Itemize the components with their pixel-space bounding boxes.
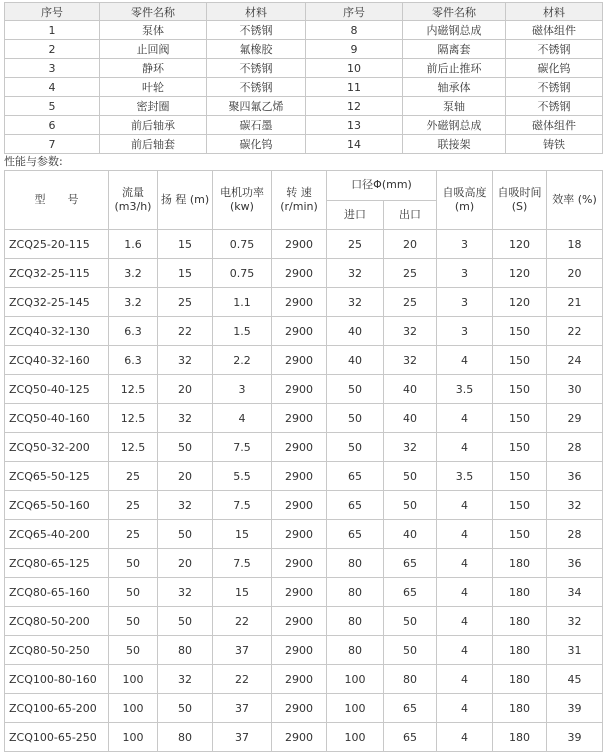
model-cell: ZCQ80-65-160 (5, 578, 109, 607)
model-cell: ZCQ25-20-115 (5, 230, 109, 259)
parts-header-cell: 序号 (5, 3, 100, 21)
table-row (5, 116, 603, 135)
table-cell: 前后轴承 (100, 116, 207, 135)
header-speed (272, 171, 327, 230)
table-cell: 20 (158, 375, 213, 404)
table-cell: 4 (437, 723, 493, 752)
table-cell: 50 (109, 607, 158, 636)
table-cell: 20 (384, 230, 437, 259)
table-cell: 30 (547, 375, 603, 404)
header-suction-height (437, 171, 493, 230)
table-cell: 4 (437, 636, 493, 665)
table-cell: 120 (493, 230, 547, 259)
table-cell: 180 (493, 549, 547, 578)
table-cell: 150 (493, 346, 547, 375)
table-cell: 32 (547, 491, 603, 520)
table-cell: 100 (327, 694, 384, 723)
table-cell: 6.3 (109, 346, 158, 375)
table-cell: 32 (158, 578, 213, 607)
table-cell: 25 (109, 491, 158, 520)
table-cell: 32 (384, 317, 437, 346)
table-cell: 80 (327, 549, 384, 578)
header-power-label: 电机功率 (220, 186, 264, 199)
table-row (5, 433, 603, 462)
table-cell: 15 (158, 230, 213, 259)
header-power-unit: (kw) (230, 200, 254, 213)
header-efficiency: 效率 (%) (547, 171, 603, 230)
table-cell: 50 (327, 404, 384, 433)
table-cell: 25 (327, 230, 384, 259)
table-cell: 45 (547, 665, 603, 694)
table-cell: 29 (547, 404, 603, 433)
table-cell: 50 (327, 375, 384, 404)
table-cell: 80 (327, 636, 384, 665)
table-cell: 32 (384, 433, 437, 462)
table-cell: 4 (213, 404, 272, 433)
table-cell: 150 (493, 433, 547, 462)
table-cell: 80 (384, 665, 437, 694)
table-cell: 50 (384, 607, 437, 636)
table-cell: 50 (158, 694, 213, 723)
table-cell: 泵体 (100, 21, 207, 40)
model-cell: ZCQ32-25-115 (5, 259, 109, 288)
header-inlet: 进口 (327, 200, 384, 230)
table-row (5, 665, 603, 694)
table-cell: 12.5 (109, 404, 158, 433)
table-cell: 前后轴套 (100, 135, 207, 154)
table-cell: 22 (158, 317, 213, 346)
table-cell: 18 (547, 230, 603, 259)
table-cell: 180 (493, 578, 547, 607)
table-cell: 40 (384, 520, 437, 549)
table-cell: 50 (158, 433, 213, 462)
parts-header-cell: 材料 (506, 3, 603, 21)
table-cell: 10 (306, 59, 403, 78)
header-flow-unit: (m3/h) (114, 200, 152, 213)
parts-header-cell: 零件名称 (403, 3, 506, 21)
table-cell: 3.2 (109, 288, 158, 317)
table-cell: 2900 (272, 404, 327, 433)
table-row (5, 491, 603, 520)
table-cell: 9 (306, 40, 403, 59)
table-cell: 4 (437, 346, 493, 375)
table-cell: 14 (306, 135, 403, 154)
model-cell: ZCQ65-50-125 (5, 462, 109, 491)
table-cell: 3.5 (437, 462, 493, 491)
table-cell: 磁体组件 (506, 21, 603, 40)
table-cell: 50 (384, 491, 437, 520)
model-cell: ZCQ50-32-200 (5, 433, 109, 462)
table-cell: 2.2 (213, 346, 272, 375)
table-row (5, 404, 603, 433)
table-cell: 100 (109, 723, 158, 752)
table-cell: 150 (493, 375, 547, 404)
table-cell: 80 (327, 607, 384, 636)
table-cell: 32 (158, 491, 213, 520)
table-cell: 120 (493, 259, 547, 288)
table-cell: 15 (213, 520, 272, 549)
model-cell: ZCQ100-65-200 (5, 694, 109, 723)
table-cell: 22 (213, 665, 272, 694)
model-cell: ZCQ80-50-200 (5, 607, 109, 636)
table-cell: 4 (5, 78, 100, 97)
table-cell: 止回阀 (100, 40, 207, 59)
table-cell: 150 (493, 462, 547, 491)
table-cell: 氟橡胶 (207, 40, 306, 59)
table-cell: 150 (493, 491, 547, 520)
table-cell: 32 (327, 259, 384, 288)
table-row (5, 578, 603, 607)
model-cell: ZCQ80-50-250 (5, 636, 109, 665)
model-cell: ZCQ50-40-125 (5, 375, 109, 404)
table-cell: 50 (109, 636, 158, 665)
table-cell: 25 (384, 259, 437, 288)
table-cell: 4 (437, 433, 493, 462)
table-cell: 12.5 (109, 433, 158, 462)
table-cell: 65 (384, 578, 437, 607)
table-cell: 静环 (100, 59, 207, 78)
header-head: 扬 程 (m) (158, 171, 213, 230)
table-cell: 内磁钢总成 (403, 21, 506, 40)
table-cell: 40 (384, 375, 437, 404)
table-cell: 1.1 (213, 288, 272, 317)
table-row (5, 288, 603, 317)
table-cell: 叶轮 (100, 78, 207, 97)
table-cell: 3.2 (109, 259, 158, 288)
table-cell: 24 (547, 346, 603, 375)
table-row (5, 230, 603, 259)
table-cell: 180 (493, 607, 547, 636)
table-row (5, 59, 603, 78)
table-cell: 铸铁 (506, 135, 603, 154)
table-cell: 37 (213, 723, 272, 752)
table-cell: 4 (437, 607, 493, 636)
table-cell: 7.5 (213, 491, 272, 520)
table-cell: 0.75 (213, 230, 272, 259)
table-cell: 13 (306, 116, 403, 135)
header-speed-unit: (r/min) (280, 200, 318, 213)
table-cell: 不锈钢 (207, 59, 306, 78)
table-cell: 37 (213, 694, 272, 723)
model-cell: ZCQ80-65-125 (5, 549, 109, 578)
table-cell: 50 (109, 578, 158, 607)
header-outlet: 出口 (384, 200, 437, 230)
table-cell: 25 (384, 288, 437, 317)
table-cell: 不锈钢 (506, 97, 603, 116)
table-cell: 50 (109, 549, 158, 578)
table-cell: 6 (5, 116, 100, 135)
table-cell: 7.5 (213, 549, 272, 578)
table-cell: 39 (547, 694, 603, 723)
table-cell: 150 (493, 520, 547, 549)
table-cell: 2900 (272, 491, 327, 520)
parts-header-cell: 材料 (207, 3, 306, 21)
header-suction-time (493, 171, 547, 230)
table-cell: 碳石墨 (207, 116, 306, 135)
performance-label: 性能与参数: (4, 155, 63, 168)
table-cell: 外磁钢总成 (403, 116, 506, 135)
model-cell: ZCQ40-32-160 (5, 346, 109, 375)
table-cell: 碳化钨 (506, 59, 603, 78)
table-cell: 65 (384, 694, 437, 723)
table-cell: 31 (547, 636, 603, 665)
table-cell: 180 (493, 665, 547, 694)
table-cell: 8 (306, 21, 403, 40)
table-cell: 2900 (272, 607, 327, 636)
table-cell: 180 (493, 636, 547, 665)
table-cell: 65 (327, 491, 384, 520)
table-cell: 2900 (272, 636, 327, 665)
table-cell: 2900 (272, 520, 327, 549)
table-cell: 12 (306, 97, 403, 116)
table-row (5, 78, 603, 97)
table-cell: 3.5 (437, 375, 493, 404)
table-row (5, 259, 603, 288)
table-cell: 1.6 (109, 230, 158, 259)
header-suction-height-label: 自吸高度 (442, 186, 487, 199)
table-cell: 3 (437, 317, 493, 346)
table-cell: 20 (547, 259, 603, 288)
parts-header-row (5, 3, 603, 21)
table-cell: 前后止推环 (403, 59, 506, 78)
table-cell: 不锈钢 (207, 21, 306, 40)
table-row (5, 549, 603, 578)
table-cell: 28 (547, 520, 603, 549)
table-row (5, 97, 603, 116)
table-cell: 碳化钨 (207, 135, 306, 154)
table-cell: 2900 (272, 230, 327, 259)
table-cell: 20 (158, 549, 213, 578)
table-row (5, 375, 603, 404)
table-cell: 32 (547, 607, 603, 636)
table-cell: 12.5 (109, 375, 158, 404)
table-cell: 50 (158, 520, 213, 549)
table-cell: 2900 (272, 549, 327, 578)
table-cell: 0.75 (213, 259, 272, 288)
table-cell: 6.3 (109, 317, 158, 346)
table-cell: 50 (327, 433, 384, 462)
table-cell: 34 (547, 578, 603, 607)
table-cell: 4 (437, 694, 493, 723)
table-cell: 4 (437, 578, 493, 607)
table-row (5, 21, 603, 40)
model-cell: ZCQ65-50-160 (5, 491, 109, 520)
table-cell: 32 (384, 346, 437, 375)
perf-header-row (5, 171, 603, 201)
model-cell: ZCQ50-40-160 (5, 404, 109, 433)
table-row (5, 607, 603, 636)
table-cell: 180 (493, 723, 547, 752)
table-cell: 1.5 (213, 317, 272, 346)
table-cell: 2900 (272, 694, 327, 723)
header-power (213, 171, 272, 230)
table-cell: 120 (493, 288, 547, 317)
table-cell: 20 (158, 462, 213, 491)
table-cell: 80 (327, 578, 384, 607)
model-cell: ZCQ40-32-130 (5, 317, 109, 346)
header-speed-label: 转 速 (286, 186, 312, 199)
table-cell: 4 (437, 520, 493, 549)
table-cell: 80 (158, 723, 213, 752)
table-cell: 150 (493, 404, 547, 433)
table-cell: 3 (5, 59, 100, 78)
table-cell: 2 (5, 40, 100, 59)
parts-header-cell: 零件名称 (100, 3, 207, 21)
table-cell: 7 (5, 135, 100, 154)
table-cell: 2900 (272, 462, 327, 491)
table-cell: 轴承体 (403, 78, 506, 97)
header-flow-label: 流量 (122, 186, 144, 199)
table-cell: 39 (547, 723, 603, 752)
table-cell: 50 (158, 607, 213, 636)
table-cell: 2900 (272, 346, 327, 375)
table-cell: 150 (493, 317, 547, 346)
table-cell: 15 (213, 578, 272, 607)
table-cell: 32 (327, 288, 384, 317)
table-cell: 15 (158, 259, 213, 288)
table-cell: 4 (437, 491, 493, 520)
table-cell: 不锈钢 (207, 78, 306, 97)
table-cell: 3 (213, 375, 272, 404)
table-row (5, 694, 603, 723)
table-cell: 2900 (272, 433, 327, 462)
header-suction-time-label: 自吸时间 (497, 186, 542, 199)
header-model: 型 号 (5, 171, 109, 230)
table-cell: 36 (547, 462, 603, 491)
table-row (5, 636, 603, 665)
table-cell: 4 (437, 665, 493, 694)
table-cell: 7.5 (213, 433, 272, 462)
table-cell: 4 (437, 404, 493, 433)
table-cell: 50 (384, 462, 437, 491)
model-cell: ZCQ65-40-200 (5, 520, 109, 549)
header-diameter: 口径Φ(mm) (327, 171, 437, 201)
table-cell: 32 (158, 346, 213, 375)
model-cell: ZCQ32-25-145 (5, 288, 109, 317)
table-cell: 隔离套 (403, 40, 506, 59)
table-cell: 36 (547, 549, 603, 578)
table-cell: 2900 (272, 288, 327, 317)
performance-table (4, 170, 603, 752)
table-cell: 40 (384, 404, 437, 433)
table-cell: 5.5 (213, 462, 272, 491)
table-cell: 50 (384, 636, 437, 665)
table-cell: 密封圈 (100, 97, 207, 116)
header-flow (109, 171, 158, 230)
table-cell: 泵轴 (403, 97, 506, 116)
table-row (5, 462, 603, 491)
table-cell: 32 (158, 404, 213, 433)
table-cell: 3 (437, 230, 493, 259)
table-cell: 联接架 (403, 135, 506, 154)
table-row (5, 317, 603, 346)
table-row (5, 723, 603, 752)
parts-table (4, 2, 603, 154)
table-cell: 37 (213, 636, 272, 665)
table-row (5, 135, 603, 154)
table-cell: 2900 (272, 723, 327, 752)
table-row (5, 40, 603, 59)
table-cell: 25 (158, 288, 213, 317)
table-cell: 不锈钢 (506, 40, 603, 59)
table-cell: 5 (5, 97, 100, 116)
table-cell: 40 (327, 317, 384, 346)
table-row (5, 346, 603, 375)
table-cell: 22 (547, 317, 603, 346)
model-cell: ZCQ100-65-250 (5, 723, 109, 752)
table-cell: 2900 (272, 375, 327, 404)
table-cell: 2900 (272, 665, 327, 694)
table-cell: 1 (5, 21, 100, 40)
table-cell: 2900 (272, 317, 327, 346)
table-cell: 100 (109, 665, 158, 694)
table-cell: 2900 (272, 578, 327, 607)
table-cell: 65 (327, 462, 384, 491)
table-cell: 65 (327, 520, 384, 549)
table-cell: 4 (437, 549, 493, 578)
table-cell: 21 (547, 288, 603, 317)
table-row (5, 520, 603, 549)
table-cell: 磁体组件 (506, 116, 603, 135)
table-cell: 65 (384, 723, 437, 752)
table-cell: 22 (213, 607, 272, 636)
table-cell: 100 (327, 723, 384, 752)
table-cell: 25 (109, 462, 158, 491)
table-cell: 不锈钢 (506, 78, 603, 97)
table-cell: 40 (327, 346, 384, 375)
table-cell: 3 (437, 288, 493, 317)
table-cell: 3 (437, 259, 493, 288)
table-cell: 11 (306, 78, 403, 97)
header-suction-time-unit: (S) (511, 200, 528, 213)
table-cell: 100 (109, 694, 158, 723)
table-cell: 100 (327, 665, 384, 694)
table-cell: 180 (493, 694, 547, 723)
table-cell: 28 (547, 433, 603, 462)
table-cell: 25 (109, 520, 158, 549)
model-cell: ZCQ100-80-160 (5, 665, 109, 694)
table-cell: 2900 (272, 259, 327, 288)
table-cell: 32 (158, 665, 213, 694)
parts-header-cell: 序号 (306, 3, 403, 21)
table-cell: 65 (384, 549, 437, 578)
table-cell: 聚四氟乙烯 (207, 97, 306, 116)
header-suction-height-unit: (m) (454, 200, 475, 213)
table-cell: 80 (158, 636, 213, 665)
